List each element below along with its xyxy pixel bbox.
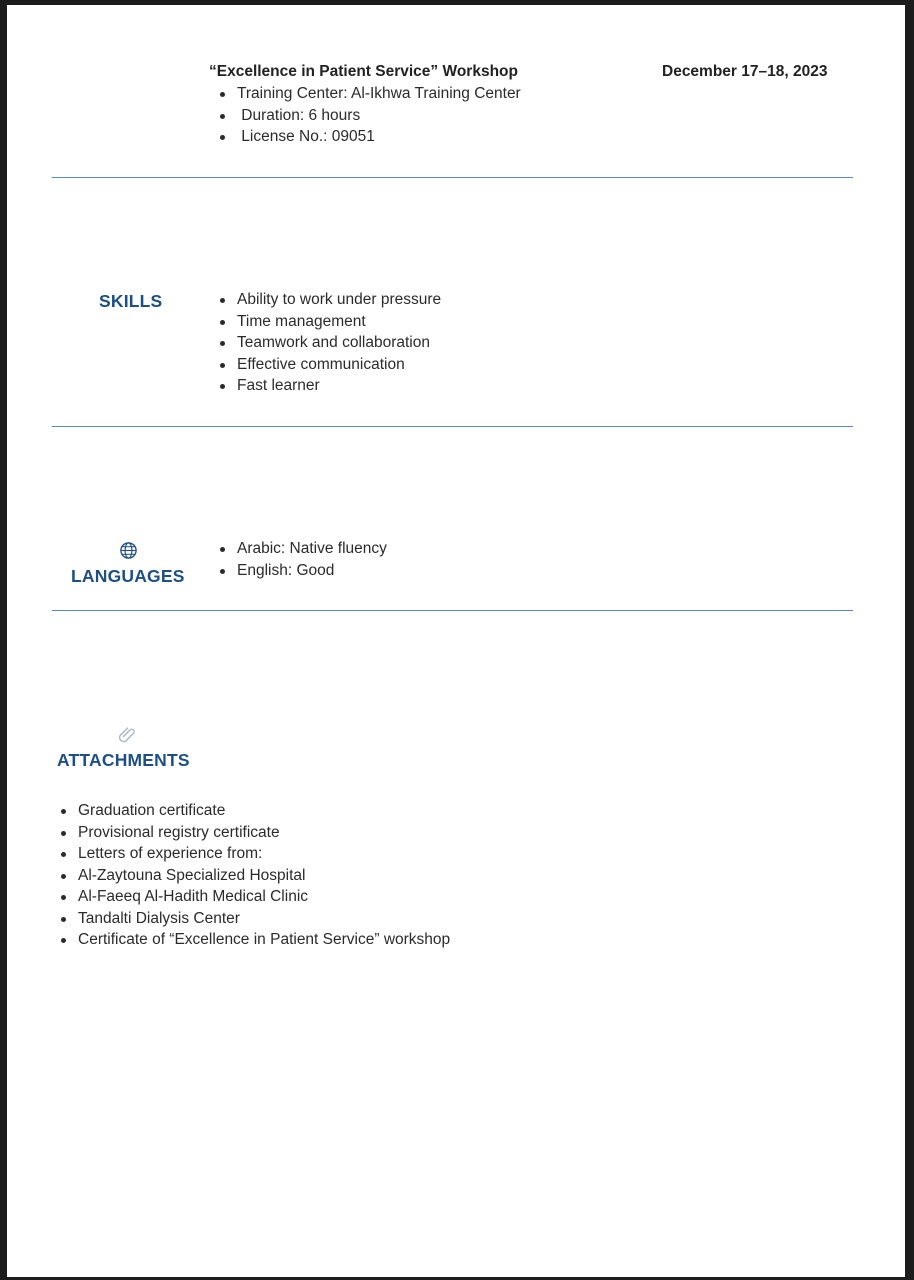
workshop-title: “Excellence in Patient Service” Workshop [209,63,518,80]
list-item: Fast learner [219,375,441,397]
list-item: Graduation certificate [60,800,450,822]
list-item: Teamwork and collaboration [219,332,441,354]
workshop-details-list [219,83,521,148]
paperclip-icon [118,724,138,744]
languages-list [219,538,387,581]
list-item: Time management [219,311,441,333]
list-item: Ability to work under pressure [219,289,441,311]
list-item: Duration: 6 hours [219,105,521,127]
list-item: Effective communication [219,354,441,376]
workshop-date: December 17–18, 2023 [662,63,828,80]
skills-list [219,289,441,397]
attachments-list [60,800,450,951]
list-item: Letters of experience from: [60,843,450,865]
list-item: Provisional registry certificate [60,822,450,844]
list-item: Certificate of “Excellence in Patient Service” workshop [60,929,450,951]
list-item: Al-Faeeq Al-Hadith Medical Clinic [60,886,450,908]
list-item: License No.: 09051 [219,126,521,148]
section-divider [52,426,853,427]
globe-icon [119,541,138,560]
list-item: English: Good [219,560,387,582]
document-page [7,5,905,1277]
list-item: Al-Zaytouna Specialized Hospital [60,865,450,887]
list-item: Tandalti Dialysis Center [60,908,450,930]
skills-heading: SKILLS [99,291,163,311]
section-divider [52,610,853,611]
section-divider [52,177,853,178]
list-item: Arabic: Native fluency [219,538,387,560]
attachments-heading: ATTACHMENTS [57,750,190,770]
list-item: Training Center: Al-Ikhwa Training Center [219,83,521,105]
languages-heading: LANGUAGES [71,566,185,586]
